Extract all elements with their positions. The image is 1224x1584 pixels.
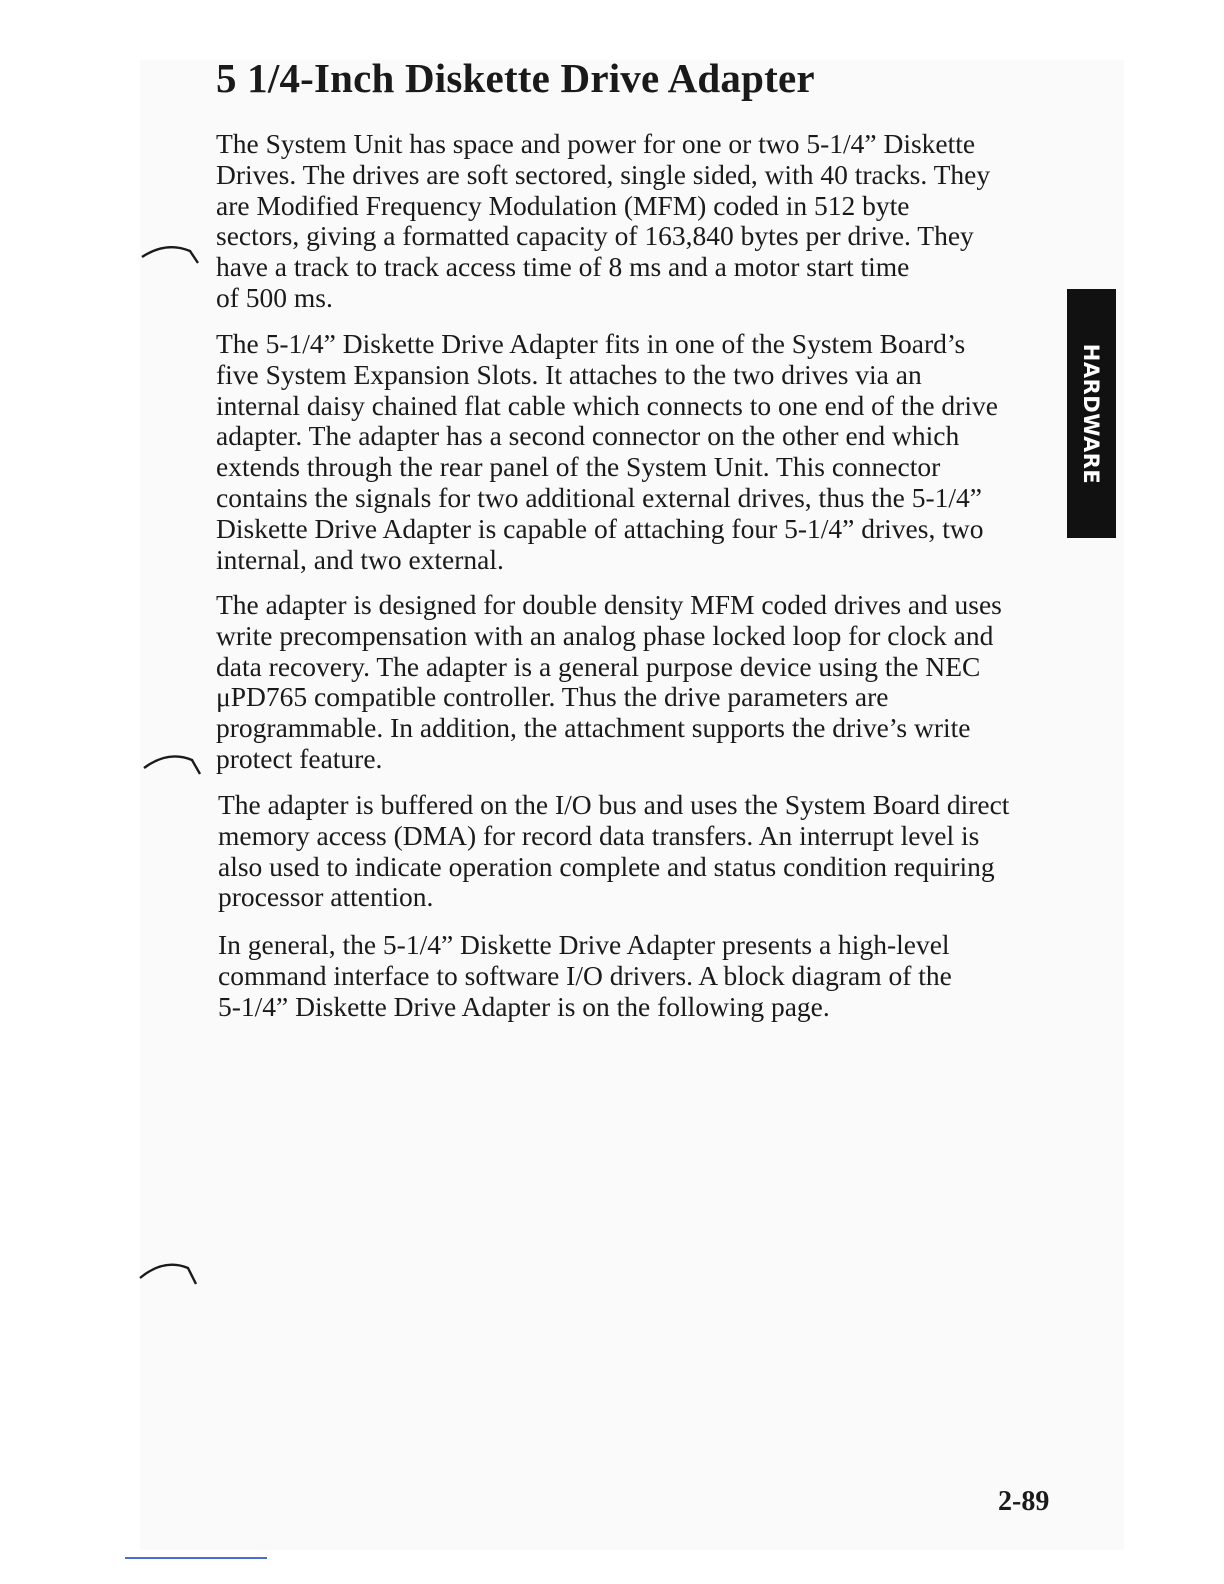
text-line: sectors, giving a formatted capacity of 163,840 bytes per drive. They xyxy=(216,220,974,252)
section-tab-label: HARDWARE xyxy=(1079,343,1104,484)
paragraph-5 xyxy=(218,930,952,1022)
text-line: internal daisy chained flat cable which connects to one end of the drive xyxy=(216,389,998,421)
text-line: The adapter is designed for double density MFM coded drives and uses xyxy=(216,589,1002,620)
text-line: processor attention. xyxy=(218,881,434,913)
text-line: The adapter is buffered on the I/O bus and uses the System Board direct xyxy=(218,789,1010,820)
text-line: are Modified Frequency Modulation (MFM) coded in 512 byte xyxy=(216,189,910,221)
binder-hole-arc-icon xyxy=(138,243,200,273)
text-line: of 500 ms. xyxy=(216,281,333,313)
text-line: In general, the 5-1/4” Diskette Drive Adapter presents a high-level xyxy=(218,929,950,960)
text-line: write precompensation with an analog phase locked loop for clock and xyxy=(216,619,994,651)
binder-hole-arc-icon xyxy=(140,752,202,782)
text-line: extends through the rear panel of the System Unit. This connector xyxy=(216,451,941,483)
text-line: adapter. The adapter has a second connector on the other end which xyxy=(216,420,960,452)
paragraph-2 xyxy=(216,329,998,575)
text-line: μPD765 compatible controller. Thus the drive parameters are xyxy=(216,681,889,713)
text-line: protect feature. xyxy=(216,742,383,774)
text-line: programmable. In addition, the attachment supports the drive’s write xyxy=(216,712,971,744)
text-line: also used to indicate operation complete and status condition requiring xyxy=(218,850,995,882)
text-line: five System Expansion Slots. It attaches to the two drives via an xyxy=(216,358,922,390)
text-line: command interface to software I/O drivers. A block diagram of the xyxy=(218,959,952,991)
text-line: memory access (DMA) for record data transfers. An interrupt level is xyxy=(218,819,980,851)
text-line: have a track to track access time of 8 ms and a motor start time xyxy=(216,251,910,283)
text-line: Diskette Drive Adapter is capable of attaching four 5-1/4” drives, two xyxy=(216,512,984,544)
text-line: internal, and two external. xyxy=(216,543,504,575)
binder-hole-arc-icon xyxy=(136,1260,198,1290)
paragraph-3 xyxy=(216,590,1002,775)
paragraph-1 xyxy=(216,129,990,314)
paragraph-4 xyxy=(218,790,1009,913)
page-title: 5 1/4-Inch Diskette Drive Adapter xyxy=(216,55,815,101)
page-number: 2-89 xyxy=(998,1486,1050,1517)
text-line: The System Unit has space and power for one or two 5-1/4” Diskette xyxy=(216,128,976,159)
bottom-rule xyxy=(125,1557,267,1559)
section-tab xyxy=(1067,289,1116,538)
text-line: 5-1/4” Diskette Drive Adapter is on the following page. xyxy=(218,990,830,1022)
text-line: The 5-1/4” Diskette Drive Adapter fits in one of the System Board’s xyxy=(216,328,966,359)
text-line: data recovery. The adapter is a general purpose device using the NEC xyxy=(216,650,981,682)
text-line: contains the signals for two additional external drives, thus the 5-1/4” xyxy=(216,481,982,513)
text-line: Drives. The drives are soft sectored, single sided, with 40 tracks. They xyxy=(216,158,991,190)
